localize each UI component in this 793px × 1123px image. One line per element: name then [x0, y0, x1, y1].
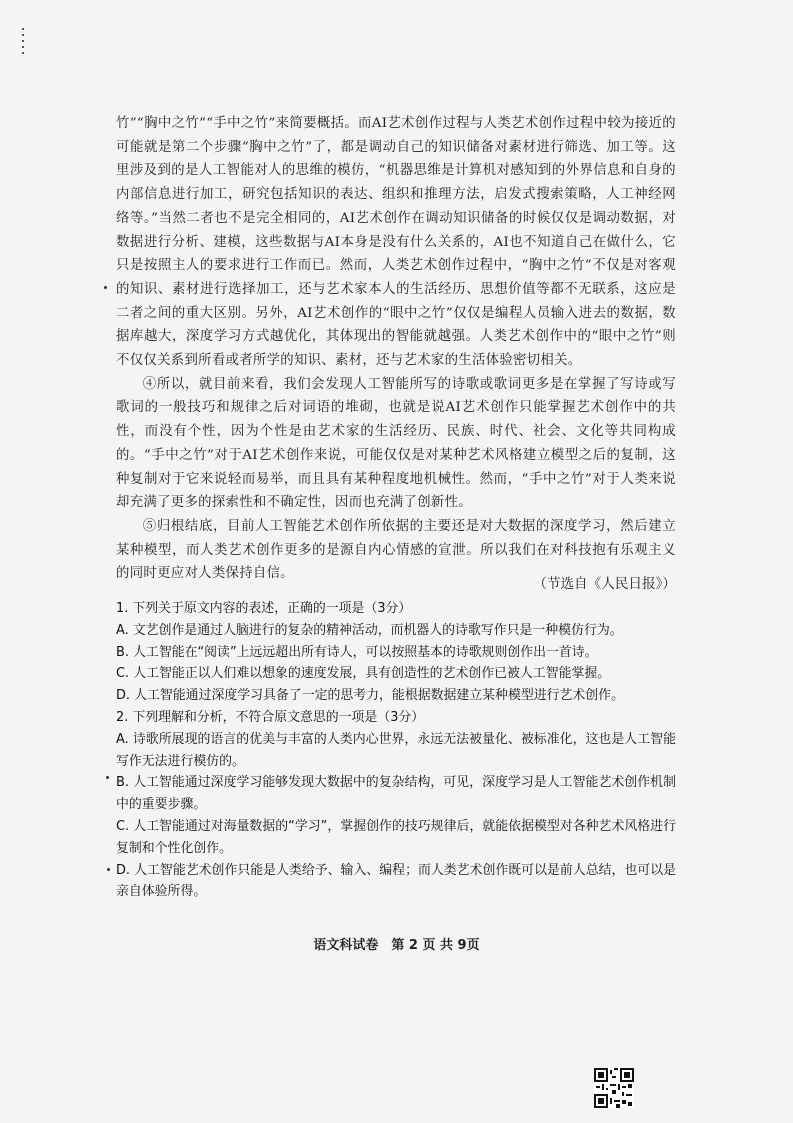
question-option-d: D. 人工智能艺术创作只能是人类给予、输入、编程；而人类艺术创作既可以是前人总结，也可以是亲自体验所得。: [116, 862, 676, 900]
question-stem: 1. 下列关于原文内容的表述，正确的一项是（3分）: [116, 601, 412, 616]
page-footer: 语文科试卷 第 2 页 共 9页: [313, 938, 480, 953]
question-option-b: B. 人工智能通过深度学习能够发现大数据中的复杂结构，可见，深度学习是人工智能艺术创作机制中的重要步骤。: [116, 775, 676, 813]
question-option-d: D. 人工智能通过深度学习具备了一定的思考力，能根据数据建立某种模型进行艺术创作。: [116, 688, 624, 704]
question-option-a: A. 文艺创作是通过人脑进行的复杂的精神活动，而机器人的诗歌写作只是一种模仿行为。: [116, 622, 623, 638]
scan-mark: [104, 286, 107, 289]
question-option-c: C. 人工智能通过对海量数据的“学习”，掌握创作的技巧规律后，就能依据模型对各种艺术风格进行复制和个性化创作。: [116, 818, 676, 856]
question-stem: 2. 下列理解和分析，不符合原文意思的一项是（3分）: [116, 709, 425, 725]
passage-paragraph-4: ④所以，就目前来看，我们会发现人工智能所写的诗歌或歌词更多是在掌握了写诗或写歌词的一般技巧和规律之后对词语的堆砌，也就是说AI艺术创作只能掌握艺术创作中的共性，而没有个性，因为个性是由艺术家的生活经历、民族、时代、社会、文化等共同构成的。“手中之竹”对于AI艺术创作来说，可能仅仅是对某种艺术风格建立模型之后的复制，这种复制对于它来说轻而易举，而且具有某种程度地机械性。然而，“手中之竹”对于人类来说却充满了更多的探索性和不确定性，因而也充满了创新性。: [116, 376, 676, 511]
scan-edge-dots: [22, 28, 25, 58]
passage-paragraph-5: ⑤归根结底，目前人工智能艺术创作所依据的主要还是对大数据的深度学习，然后建立某种模型，而人类艺术创作更多的是源自内心情感的宣泄。所以我们在对科技抱有乐观主义的同时更应对人类保持自信。: [116, 518, 676, 582]
questions-section: [116, 598, 676, 903]
scan-mark: [106, 776, 109, 779]
question-1: [116, 598, 676, 707]
question-option-c: C. 人工智能正以人们难以想象的速度发展，具有创造性的艺术创作已被人工智能掌握。: [116, 666, 611, 682]
scan-mark: [107, 868, 110, 871]
question-option-b: B. 人工智能在“阅读”上远远超出所有诗人，可以按照基本的诗歌规则创作出一首诗。: [116, 644, 598, 660]
passage-source: （节选自《人民日报》）: [533, 576, 676, 592]
reading-passage: [116, 112, 676, 586]
qr-code-icon: [594, 1068, 634, 1108]
question-2: [116, 707, 676, 903]
question-option-a: A. 诗歌所展现的语言的优美与丰富的人类内心世界，永远无法被量化、被标准化，这也是人工智能写作无法进行模仿的。: [116, 731, 676, 769]
passage-paragraph-continued: 竹”“胸中之竹”“手中之竹”来简要概括。而AI艺术创作过程与人类艺术创作过程中较为接近的可能就是第二个步骤“胸中之竹”了，都是调动自己的知识储备对素材进行筛选、加工等。这里涉及到的是人工智能对人的思维的模仿，“机器思维是计算机对感知到的外界信息和自身的内部信息进行加工，研究包括知识的表达、组织和推理方法，启发式搜索策略，人工神经网络等。”当然二者也不是完全相同的，AI艺术创作在调动知识储备的时候仅仅是调动数据，对数据进行分析、建模，这些数据与AI本身是没有什么关系的，AI也不知道自己在做什么，它只是按照主人的要求进行工作而已。然而，人类艺术创作过程中，“胸中之竹”不仅是对客观的知识、素材进行选择加工，还与艺术家本人的生活经历、思想价值等都不无联系，这应是二者之间的重大区别。另外，AI艺术创作的“眼中之竹”仅仅是编程人员输入进去的数据，数据库越大，深度学习方式越优化，其体现出的智能就越强。人类艺术创作中的“眼中之竹”则不仅仅关系到所看或者所学的知识、素材，还与艺术家的生活体验密切相关。: [116, 116, 676, 369]
